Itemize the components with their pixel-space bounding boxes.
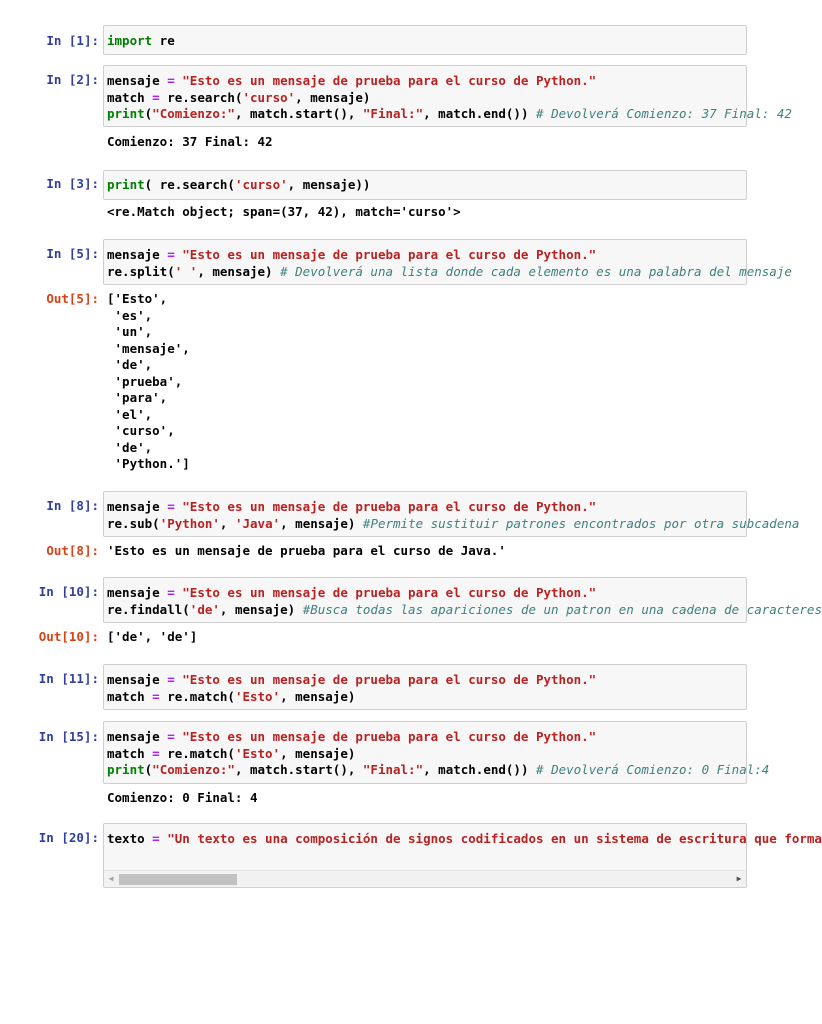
code-token: "Esto es un mensaje de prueba para el curso de Python."	[174, 729, 597, 744]
code-editor[interactable]	[103, 664, 747, 710]
result-output: ['de', 'de']	[107, 629, 198, 644]
stdout-output: <re.Match object; span=(37, 42), match='curso'>	[107, 204, 461, 219]
code-line	[107, 831, 822, 848]
scroll-right-arrow-icon[interactable]: ▶	[736, 874, 742, 883]
code-token: , match.start(),	[234, 106, 363, 121]
code-token: "Esto es un mensaje de prueba para el curso de Python."	[174, 585, 597, 600]
result-output: ['Esto', 'es', 'un', 'mensaje', 'de', 'prueba', 'para', 'el', 'curso', 'de', 'Python.']	[107, 291, 190, 471]
code-line	[107, 177, 746, 194]
output-prompt: Out[8]:	[46, 543, 99, 558]
code-editor[interactable]	[103, 170, 747, 200]
input-prompt: In [3]:	[46, 176, 99, 191]
code-text[interactable]	[104, 26, 746, 50]
code-token: =	[167, 499, 175, 514]
code-line	[107, 601, 822, 619]
code-token: 'Esto'	[234, 745, 281, 761]
result-output: 'Esto es un mensaje de prueba para el curso de Java.'	[107, 543, 506, 558]
input-prompt: In [11]:	[38, 671, 99, 686]
code-token: re.match(	[159, 745, 235, 761]
code-token: import	[107, 33, 153, 48]
code-token: match	[107, 745, 153, 761]
code-token: # Devolverá Comienzo: 0 Final:4	[536, 762, 770, 777]
code-line	[107, 585, 746, 602]
code-token: re	[152, 33, 175, 48]
scrollbar-thumb[interactable]	[119, 874, 237, 885]
code-token: , match.end())	[423, 762, 537, 777]
code-token: # Devolverá Comienzo: 37 Final: 42	[536, 106, 792, 121]
code-token: match	[107, 688, 153, 704]
code-text[interactable]	[104, 492, 800, 532]
code-line	[107, 263, 792, 281]
code-line	[107, 515, 800, 533]
code-line	[107, 33, 746, 50]
output-prompt: Out[5]:	[46, 291, 99, 306]
code-token: 'de'	[189, 601, 220, 617]
code-token: =	[167, 585, 175, 600]
code-token: re.sub(	[107, 515, 160, 531]
code-text[interactable]	[104, 171, 746, 194]
code-token: (	[144, 762, 153, 777]
code-token: , match.end())	[423, 106, 537, 121]
code-line	[107, 106, 792, 123]
code-editor[interactable]	[103, 239, 792, 285]
stdout-output: Comienzo: 37 Final: 42	[107, 134, 273, 149]
code-token: mensaje	[107, 73, 168, 88]
code-token: print	[107, 177, 145, 192]
code-token: "Un texto es una composición de signos codificados en un sistema de escritura que forma	[159, 831, 822, 846]
code-editor[interactable]	[103, 721, 770, 784]
code-line	[107, 762, 770, 779]
code-editor[interactable]	[103, 491, 800, 537]
code-token: =	[167, 729, 175, 744]
code-token: , mensaje))	[287, 177, 371, 192]
output-prompt: Out[10]:	[38, 629, 99, 644]
code-token: , mensaje)	[280, 745, 356, 761]
code-line	[107, 689, 746, 706]
code-text[interactable]	[104, 722, 770, 779]
input-prompt: In [20]:	[38, 830, 99, 845]
code-token: "Esto es un mensaje de prueba para el curso de Python."	[174, 672, 597, 687]
code-editor[interactable]	[103, 65, 792, 127]
input-prompt: In [2]:	[46, 72, 99, 87]
code-token: "Esto es un mensaje de prueba para el curso de Python."	[174, 247, 597, 262]
code-token: mensaje	[107, 247, 168, 262]
code-token: ,	[219, 515, 235, 531]
code-token: print	[107, 762, 145, 777]
code-token: =	[167, 73, 175, 88]
code-token: =	[152, 831, 160, 846]
code-token: 'Esto'	[234, 688, 281, 704]
code-token: , mensaje)	[197, 263, 281, 279]
code-token: , mensaje)	[219, 601, 303, 617]
code-text[interactable]	[104, 824, 822, 848]
code-token: "Final:"	[362, 106, 424, 121]
code-line	[107, 247, 746, 264]
code-token: mensaje	[107, 499, 168, 514]
code-token: =	[152, 89, 160, 105]
code-token: =	[167, 672, 175, 687]
input-prompt: In [15]:	[38, 729, 99, 744]
code-token: mensaje	[107, 729, 168, 744]
code-token: match	[107, 89, 153, 105]
code-token: re.match(	[159, 688, 235, 704]
code-line	[107, 746, 746, 763]
code-token: , match.start(),	[234, 762, 363, 777]
scroll-left-arrow-icon[interactable]: ◀	[108, 874, 114, 883]
code-line	[107, 672, 746, 689]
input-prompt: In [10]:	[38, 584, 99, 599]
code-token: print	[107, 106, 145, 121]
code-token: re.search(	[159, 89, 243, 105]
code-token: (	[144, 106, 153, 121]
code-token: "Comienzo:"	[152, 106, 235, 121]
code-token: , mensaje)	[295, 89, 371, 105]
code-token: "Comienzo:"	[152, 762, 235, 777]
code-line	[107, 73, 746, 90]
code-token: , mensaje)	[280, 515, 363, 531]
code-token: , mensaje)	[280, 688, 356, 704]
code-token: 'curso'	[234, 177, 288, 192]
code-editor[interactable]	[103, 577, 822, 623]
input-prompt: In [5]:	[46, 246, 99, 261]
code-text[interactable]	[104, 665, 746, 705]
code-token: =	[152, 745, 160, 761]
code-token: #Permite sustituir patrones encontrados por otra subcadena	[362, 515, 800, 531]
code-token: # Devolverá una lista donde cada elemento es una palabra del mensaje	[280, 263, 792, 279]
code-token: "Esto es un mensaje de prueba para el curso de Python."	[174, 499, 597, 514]
code-line	[107, 729, 746, 746]
code-token: =	[167, 247, 175, 262]
code-token: 'curso'	[242, 89, 296, 105]
code-text[interactable]	[104, 578, 822, 618]
code-text[interactable]	[104, 66, 792, 123]
code-token: #Busca todas las apariciones de un patron en una cadena de caracteres	[302, 601, 822, 617]
input-prompt: In [8]:	[46, 498, 99, 513]
code-token: 'Python'	[159, 515, 220, 531]
horizontal-scrollbar[interactable]	[104, 870, 746, 887]
code-line	[107, 499, 746, 516]
code-editor[interactable]	[103, 25, 747, 55]
code-token: "Esto es un mensaje de prueba para el curso de Python."	[174, 73, 597, 88]
code-token: mensaje	[107, 672, 168, 687]
code-token: =	[152, 688, 160, 704]
code-line	[107, 90, 746, 107]
code-token: texto	[107, 831, 153, 846]
input-prompt: In [1]:	[46, 33, 99, 48]
code-token: 'Java'	[234, 515, 281, 531]
code-text[interactable]	[104, 240, 792, 280]
code-token: "Final:"	[362, 762, 424, 777]
code-token: re.split(	[107, 263, 175, 279]
code-token: re.findall(	[107, 601, 190, 617]
code-token: ( re.search(	[144, 177, 235, 192]
stdout-output: Comienzo: 0 Final: 4	[107, 790, 258, 805]
code-token: ' '	[174, 263, 198, 279]
code-token: mensaje	[107, 585, 168, 600]
code-editor[interactable]	[103, 823, 822, 888]
